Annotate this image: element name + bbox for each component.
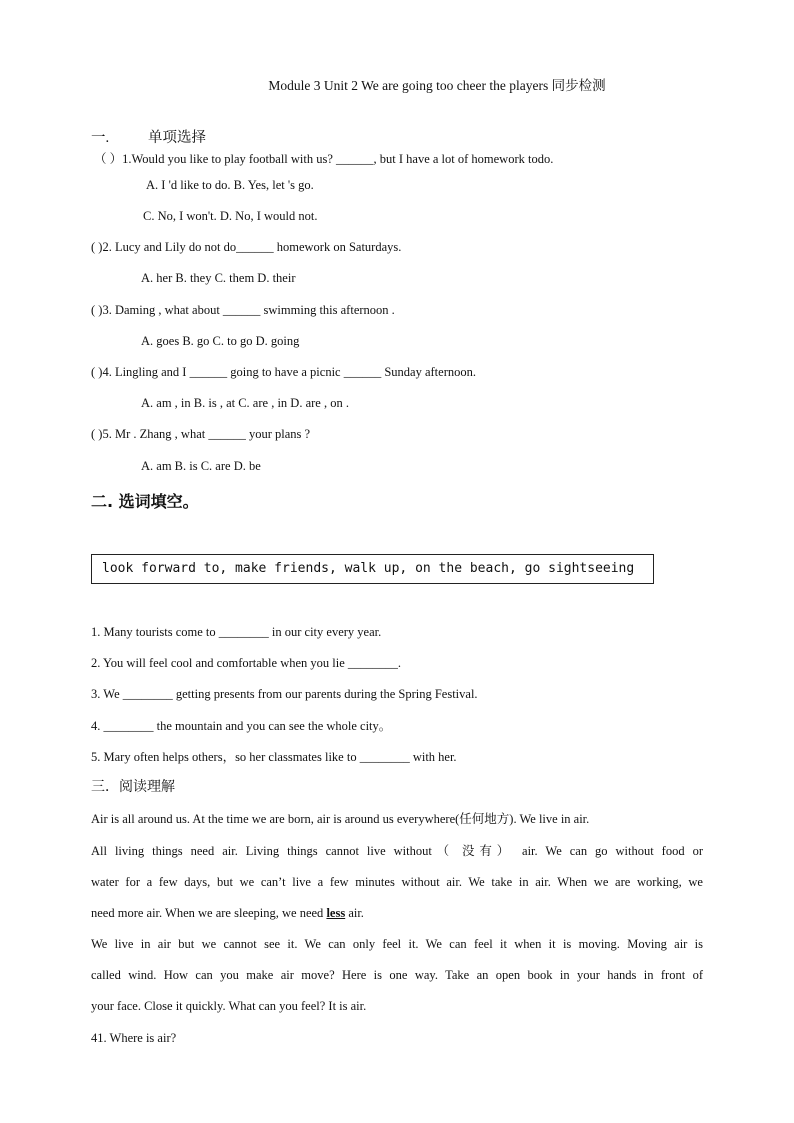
reading-p1-line-3 xyxy=(91,898,703,929)
reading-paragraph-2 xyxy=(91,929,703,1022)
question-41: 41. Where is air? xyxy=(91,1031,177,1045)
word-bank-box: look forward to, make friends, walk up, on the beach, go sightseeing xyxy=(91,554,654,584)
reading-p1-text: need more air. When we are sleeping, we need xyxy=(91,906,327,920)
section-2-heading: 二. 选词填空。 xyxy=(91,492,199,511)
fill-item-3: 3. We ________ getting presents from our parents during the Spring Festival. xyxy=(91,687,478,701)
reading-p2-line-1: We live in air but we cannot see it. We can only feel it. We can feel it when it is moving. Moving air is xyxy=(91,937,703,951)
reading-intro: Air is all around us. At the time we are born, air is around us everywhere(任何地方). We live in air. xyxy=(91,812,590,826)
question-1-stem: （ ）1.Would you like to play football with us? ______, but I have a lot of homework todo. xyxy=(94,152,554,166)
question-5-stem: ( )5. Mr . Zhang , what ______ your plans ? xyxy=(91,427,311,441)
fill-item-1: 1. Many tourists come to ________ in our city every year. xyxy=(91,625,382,639)
reading-p1-line-2: water for a few days, but we can’t live a few minutes without air. We take in air. When we are working, we xyxy=(91,875,703,889)
question-1-options-c-d: C. No, I won't. D. No, I would not. xyxy=(143,209,318,223)
fill-item-2: 2. You will feel cool and comfortable when you lie ________. xyxy=(91,656,402,670)
question-2-options: A. her B. they C. them D. their xyxy=(141,271,296,285)
question-3-stem: ( )3. Daming , what about ______ swimming this afternoon . xyxy=(91,303,395,317)
reading-paragraph-1 xyxy=(91,836,703,929)
question-5-options: A. am B. is C. are D. be xyxy=(141,459,261,473)
section-1-heading: 单项选择 xyxy=(148,130,206,146)
reading-p1-line-1: All living things need air. Living things cannot live without（ 没有） air. We can go without food or xyxy=(91,844,703,858)
reading-p2-line-2: called wind. How can you make air move? Here is one way. Take an open book in your hands in front of xyxy=(91,968,703,982)
question-3-options: A. goes B. go C. to go D. going xyxy=(141,334,300,348)
question-1-options-a-b: A. I 'd like to do. B. Yes, let 's go. xyxy=(146,178,314,192)
section-3-heading: 三．阅读理解 xyxy=(91,779,175,795)
reading-p2-line-3: your face. Close it quickly. What can you feel? It is air. xyxy=(91,999,367,1013)
question-2-stem: ( )2. Lucy and Lily do not do______ homework on Saturdays. xyxy=(91,240,402,254)
question-4-options: A. am , in B. is , at C. are , in D. are , on . xyxy=(141,396,349,410)
page-title: Module 3 Unit 2 We are going too cheer the players 同步检测 xyxy=(268,78,606,93)
fill-item-4: 4. ________ the mountain and you can see the whole city。 xyxy=(91,719,392,733)
reading-p1-text-end: air. xyxy=(345,906,364,920)
question-4-stem: ( )4. Lingling and I ______ going to have a picnic ______ Sunday afternoon. xyxy=(91,365,476,379)
section-1-heading-number: 一. xyxy=(91,130,110,146)
emphasized-word-less: less xyxy=(326,906,346,920)
fill-item-5: 5. Mary often helps others，so her classmates like to ________ with her. xyxy=(91,750,457,764)
